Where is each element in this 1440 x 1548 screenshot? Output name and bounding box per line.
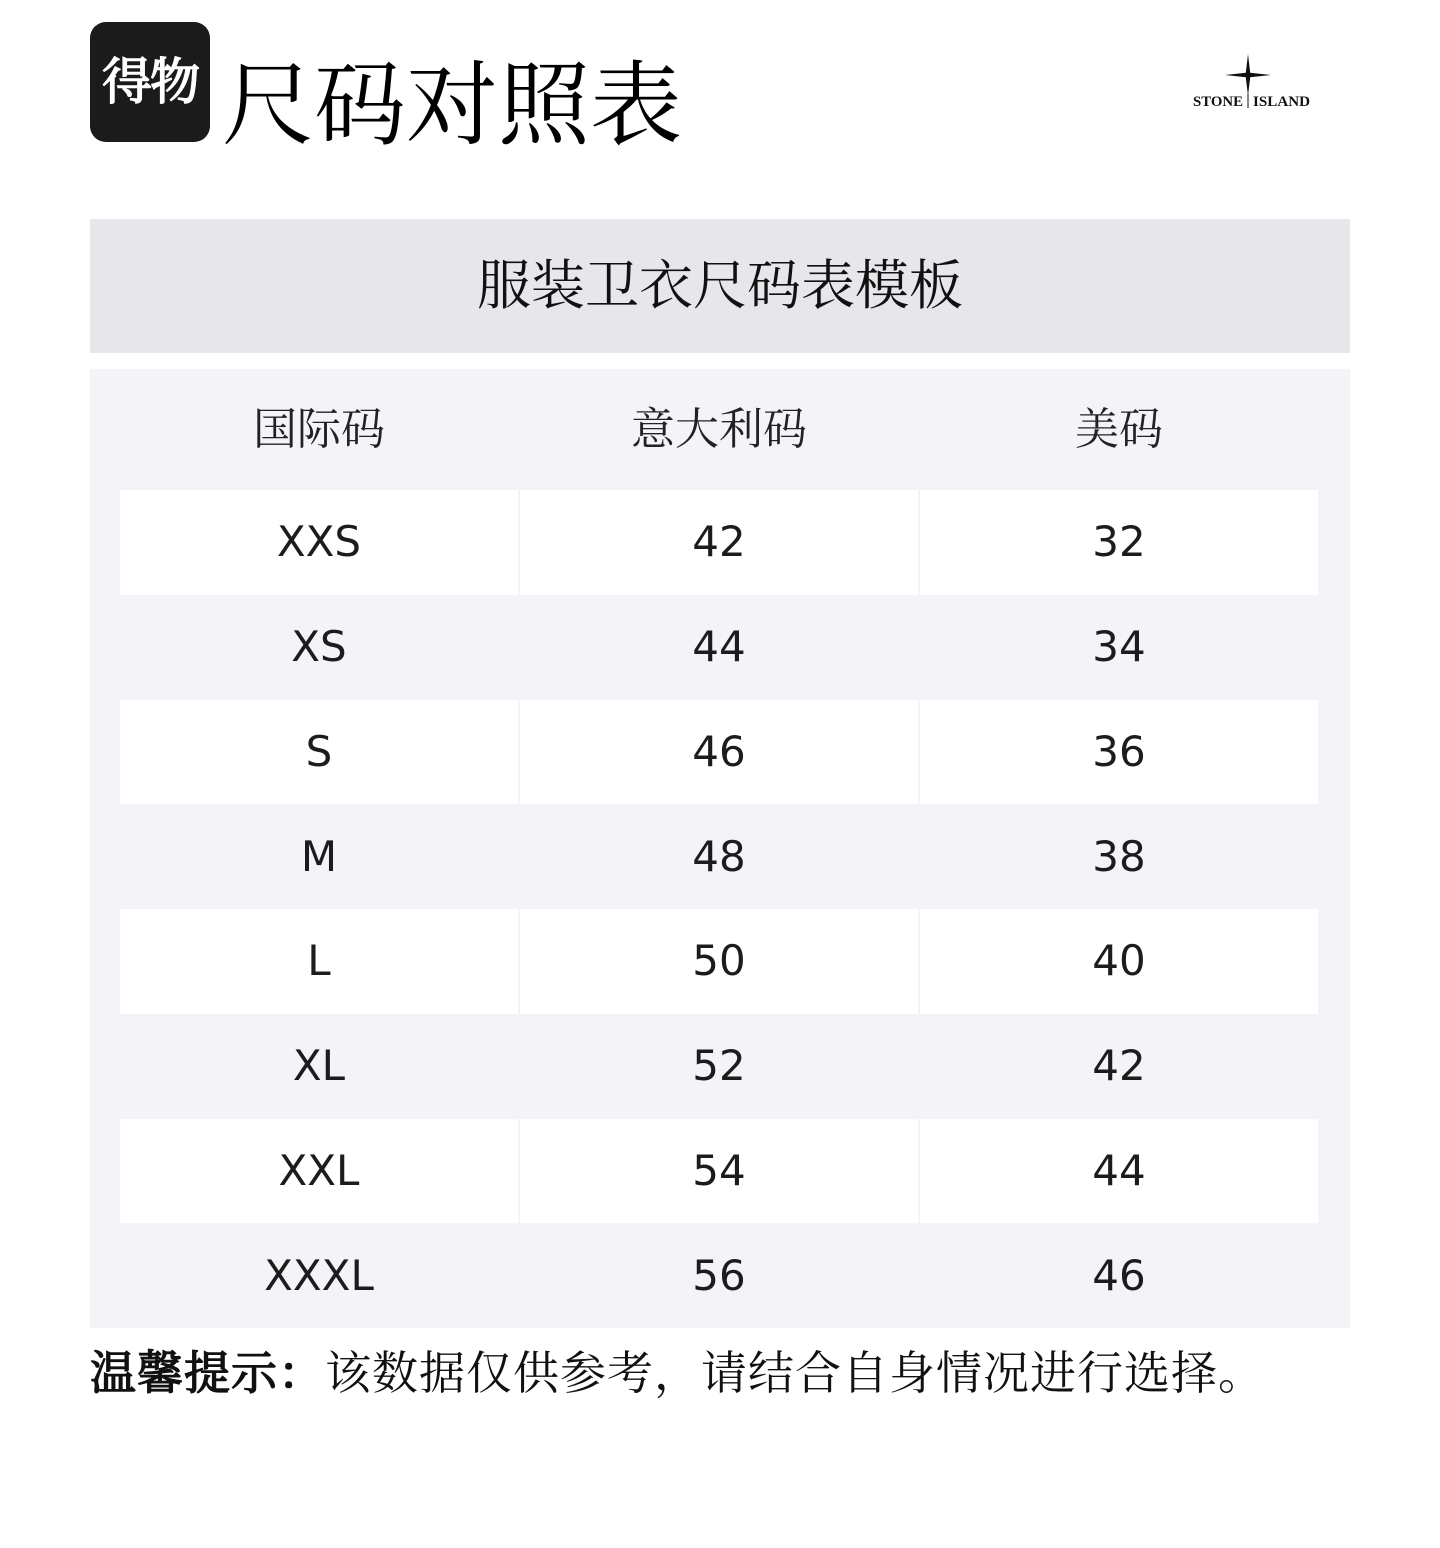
cell-us-size: 46 [1092, 1250, 1146, 1300]
cell-us-size: 36 [920, 700, 1318, 805]
column-header-italy: 意大利码 [631, 403, 807, 455]
cell-intl-size: M [300, 831, 338, 881]
column-header-intl: 国际码 [253, 403, 385, 455]
cell-italy-size: 54 [520, 1119, 918, 1224]
table-header-row [120, 369, 1318, 490]
table-row [120, 909, 1318, 1014]
cell-us-size: 34 [1092, 622, 1146, 672]
table-row [120, 490, 1318, 595]
tip-text: 该数据仅供参考，请结合自身情况进行选择。 [325, 1346, 1265, 1400]
size-chart-title: 服装卫衣尺码表模板 [477, 254, 963, 317]
cell-italy-size: 52 [692, 1041, 746, 1091]
footer-tip [90, 1346, 1265, 1400]
cell-italy-size: 44 [692, 622, 746, 672]
app-logo [90, 22, 210, 142]
cell-intl-size: XL [292, 1041, 346, 1091]
cell-intl-size: L [120, 909, 518, 1014]
app-logo-text: 得物 [102, 53, 198, 111]
cell-intl-size: XXXL [264, 1250, 374, 1300]
cell-intl-size: XS [291, 622, 347, 672]
cell-us-size: 42 [1092, 1041, 1146, 1091]
cell-italy-size: 56 [692, 1250, 746, 1300]
table-row [120, 1119, 1318, 1224]
table-row [120, 700, 1318, 805]
cell-italy-size: 48 [692, 831, 746, 881]
cell-italy-size: 46 [520, 700, 918, 805]
table-row [120, 1223, 1318, 1328]
cell-us-size: 32 [920, 490, 1318, 595]
table-row [120, 804, 1318, 909]
cell-intl-size: XXS [120, 490, 518, 595]
cell-us-size: 40 [920, 909, 1318, 1014]
table-row [120, 1014, 1318, 1119]
cell-intl-size: S [120, 700, 518, 805]
cell-intl-size: XXL [120, 1119, 518, 1224]
cell-us-size: 44 [920, 1119, 1318, 1224]
size-table [90, 369, 1350, 1328]
cell-us-size: 38 [1092, 831, 1146, 881]
compass-star-icon [1225, 54, 1271, 96]
page-title: 尺码对照表 [222, 52, 683, 159]
column-header-us: 美码 [1075, 403, 1163, 455]
tip-label: 温馨提示： [90, 1346, 325, 1400]
size-chart-title-band [90, 219, 1350, 353]
cell-italy-size: 42 [520, 490, 918, 595]
table-row [120, 595, 1318, 700]
brand-logo [1185, 50, 1320, 116]
brand-name-right: ISLAND [1253, 94, 1311, 110]
cell-italy-size: 50 [520, 909, 918, 1014]
brand-name-left: STONE [1193, 94, 1243, 110]
